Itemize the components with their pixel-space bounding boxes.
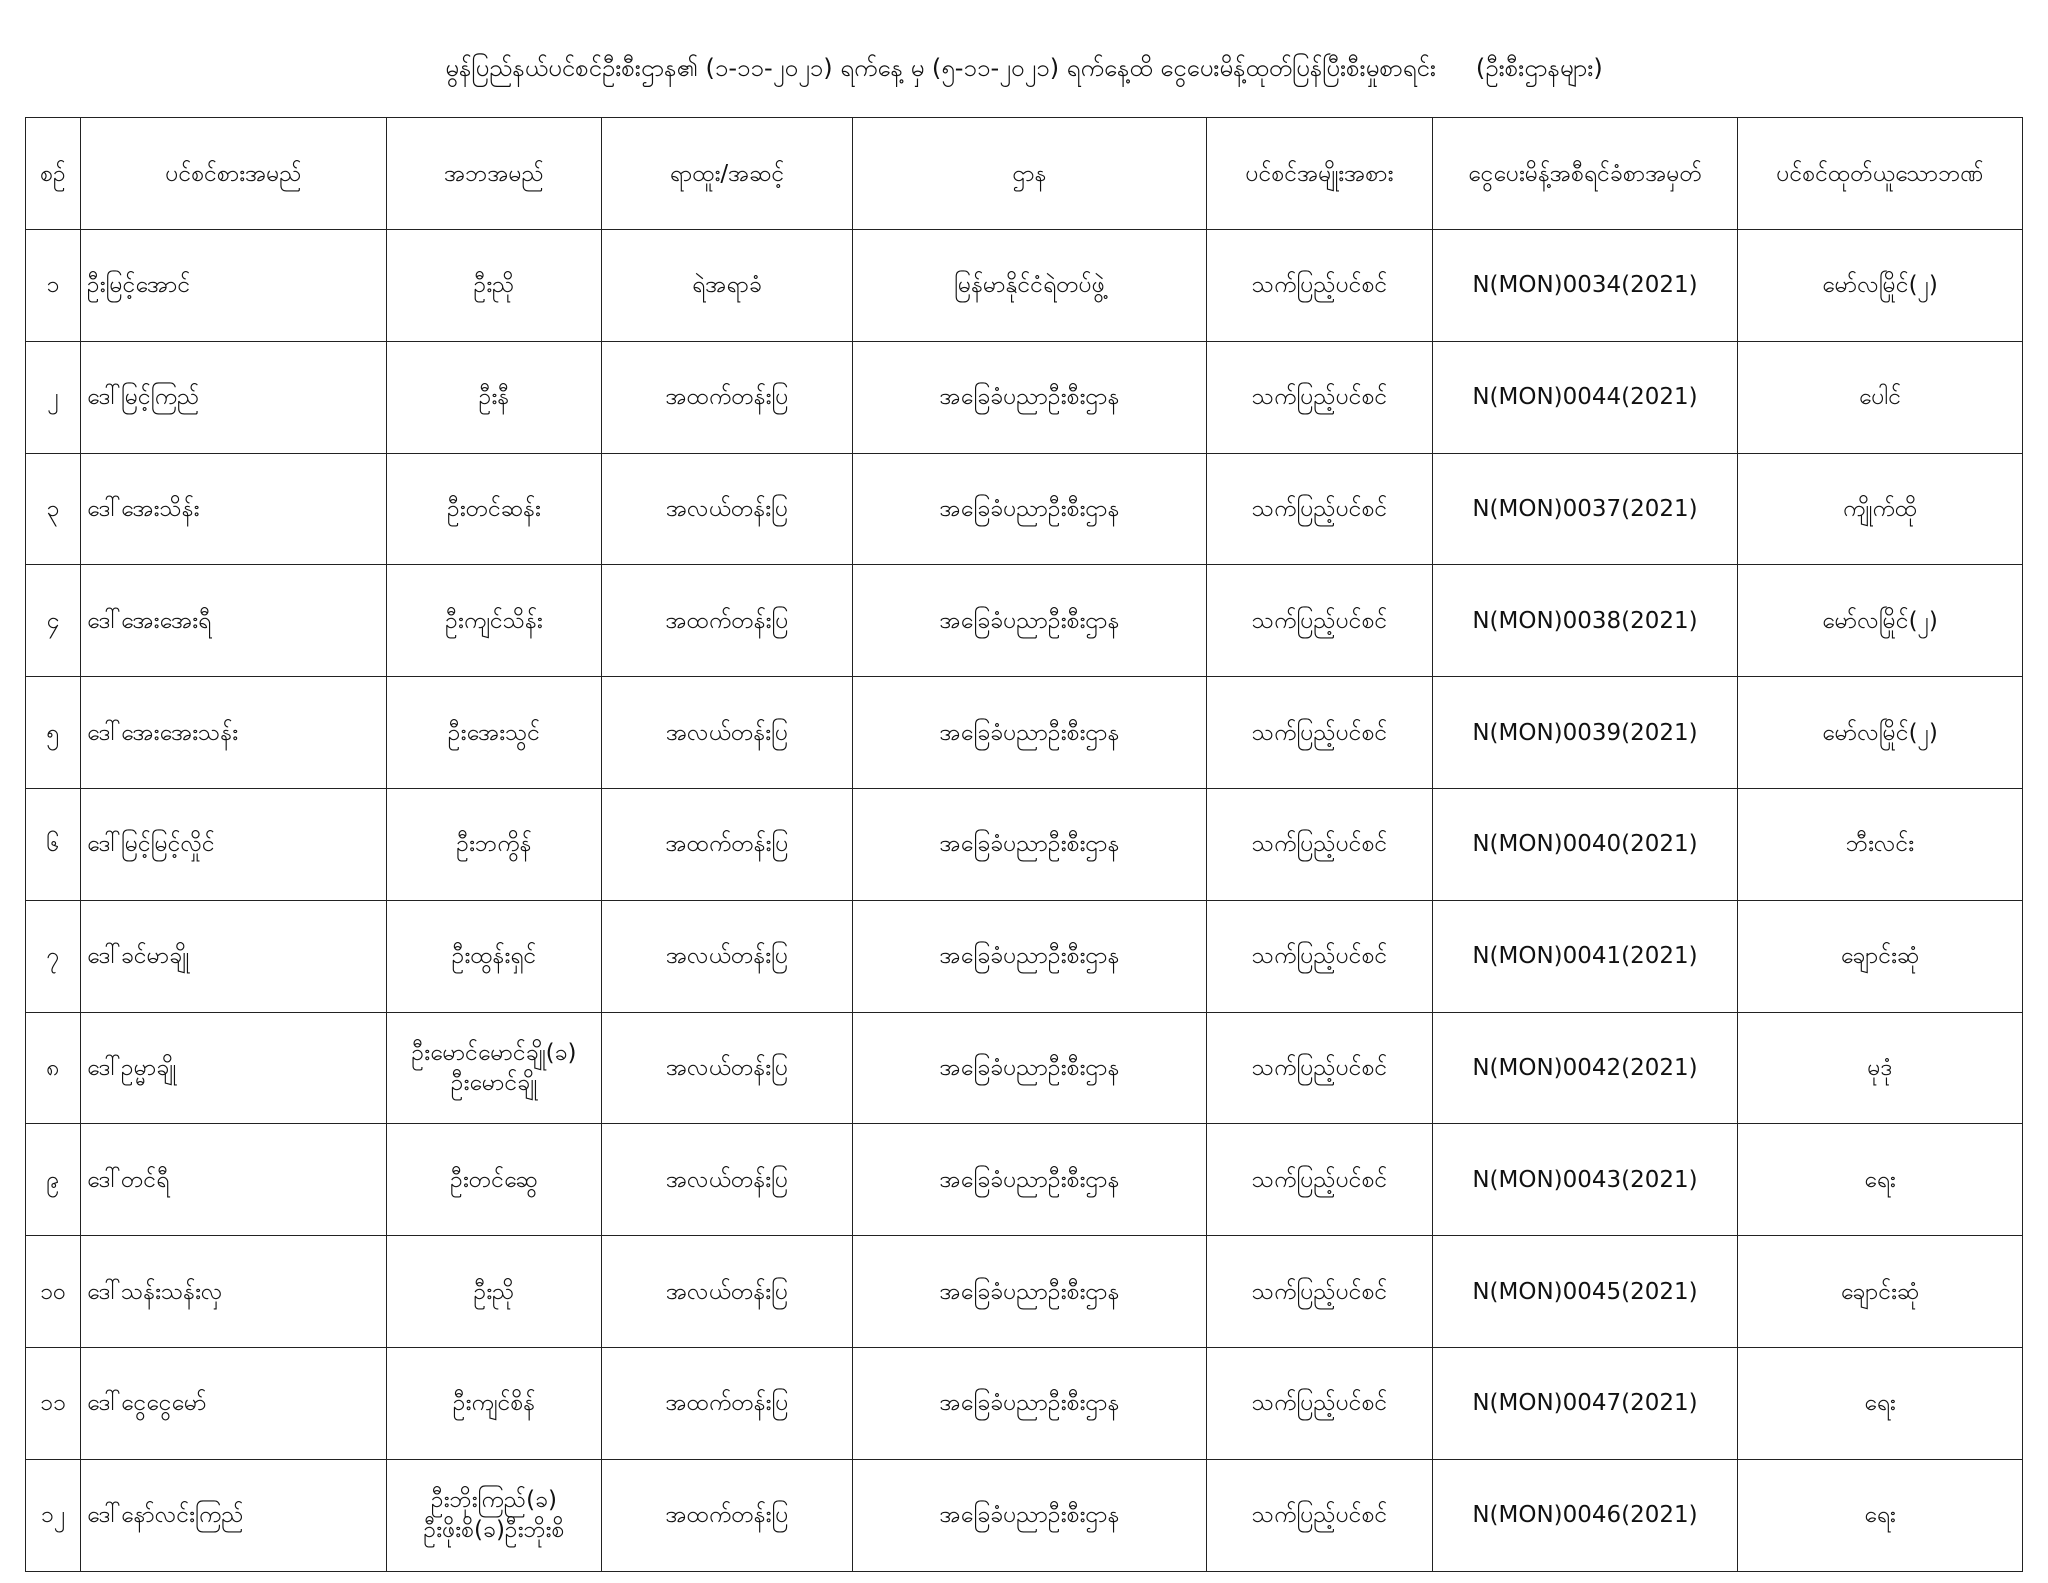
cell-name: ဒေါ်ငွေငွေမော် [81,1347,387,1459]
table-row [26,565,2023,677]
table-row [26,341,2023,453]
cell-office: မော်လမြိုင်(၂) [1738,565,2023,677]
title-subtitle: (ဦးစီးဌာနများ) [1475,54,1603,82]
cell-father [387,1236,602,1348]
father-line: ဦးညို [473,1278,515,1305]
cell-department: အခြေခံပညာဦးစီးဌာန [853,1236,1207,1348]
cell-no: ၂ [26,341,81,453]
cell-no: ၁ [26,230,81,342]
cell-office: ရေး [1738,1124,2023,1236]
header-pension-type: ပင်စင်အမျိုးအစား [1207,118,1433,230]
table-row [26,1236,2023,1348]
cell-name: ဒေါ်ဥမ္မာချို [81,1012,387,1124]
table-body [26,230,2023,1572]
father-line: ဦးနီ [478,384,510,411]
table-row [26,900,2023,1012]
cell-rank: အထက်တန်းပြ [602,788,853,900]
cell-rank: အလယ်တန်းပြ [602,1124,853,1236]
father-line: ဦးတင်ဆွေ [450,1166,538,1193]
cell-order-no: N(MON)0043(2021) [1433,1124,1738,1236]
cell-name: ဒေါ်အေးအေးရီ [81,565,387,677]
cell-rank: အထက်တန်းပြ [602,1459,853,1571]
cell-father [387,230,602,342]
cell-office: မော်လမြိုင်(၂) [1738,677,2023,789]
header-order-no: ငွေပေးမိန့်အစီရင်ခံစာအမှတ် [1433,118,1738,230]
cell-rank: ရဲအရာခံ [602,230,853,342]
cell-order-no: N(MON)0042(2021) [1433,1012,1738,1124]
cell-no: ၁၂ [26,1459,81,1571]
cell-order-no: N(MON)0044(2021) [1433,341,1738,453]
cell-department: အခြေခံပညာဦးစီးဌာန [853,565,1207,677]
cell-no: ၇ [26,900,81,1012]
table-row [26,1012,2023,1124]
cell-department: အခြေခံပညာဦးစီးဌာန [853,788,1207,900]
cell-department: အခြေခံပညာဦးစီးဌာန [853,1459,1207,1571]
cell-order-no: N(MON)0038(2021) [1433,565,1738,677]
father-line: ဦးမောင်မောင်ချို(ခ) [411,1039,577,1066]
cell-father [387,341,602,453]
header-father: အဘအမည် [387,118,602,230]
cell-pension-type: သက်ပြည့်ပင်စင် [1207,1124,1433,1236]
cell-department: အခြေခံပညာဦးစီးဌာန [853,341,1207,453]
cell-name: ဒေါ်အေးသိန်း [81,453,387,565]
cell-office: ချောင်းဆုံ [1738,900,2023,1012]
cell-office: ကျိုက်ထို [1738,453,2023,565]
cell-office: ရေး [1738,1459,2023,1571]
cell-name: ဒေါ်သန်းသန်းလှ [81,1236,387,1348]
table-row [26,230,2023,342]
cell-department: အခြေခံပညာဦးစီးဌာန [853,453,1207,565]
cell-rank: အထက်တန်းပြ [602,565,853,677]
cell-rank: အလယ်တန်းပြ [602,900,853,1012]
father-line: ဦးကျင်သိန်း [445,607,543,634]
cell-father [387,1012,602,1124]
cell-father [387,677,602,789]
cell-pension-type: သက်ပြည့်ပင်စင် [1207,900,1433,1012]
document-title [0,50,2048,86]
cell-name: ဒေါ်အေးအေးသန်း [81,677,387,789]
cell-order-no: N(MON)0039(2021) [1433,677,1738,789]
cell-father [387,1459,602,1571]
father-line: ဦးမောင်ချို [450,1069,538,1096]
cell-office: ရေး [1738,1347,2023,1459]
cell-no: ၈ [26,1012,81,1124]
cell-order-no: N(MON)0046(2021) [1433,1459,1738,1571]
cell-department: အခြေခံပညာဦးစီးဌာန [853,1012,1207,1124]
cell-no: ၁၁ [26,1347,81,1459]
cell-department: အခြေခံပညာဦးစီးဌာန [853,1347,1207,1459]
cell-department: မြန်မာနိုင်ငံရဲတပ်ဖွဲ့ [853,230,1207,342]
cell-order-no: N(MON)0047(2021) [1433,1347,1738,1459]
father-line: ဦးဘကွိန် [456,831,532,858]
table-row [26,1347,2023,1459]
title-main: မွန်ပြည်နယ်ပင်စင်ဦးစီးဌာန၏ (၁-၁၁-၂၀၂၁) ရက်နေ့ မှ (၅-၁၁-၂၀၂၁) ရက်နေ့ထိ ငွေပေးမိန့်ထုတ်ပြန်ပြီးစီးမှုစာရင်း [445,54,1436,82]
cell-no: ၁၀ [26,1236,81,1348]
table-row [26,1124,2023,1236]
cell-no: ၅ [26,677,81,789]
cell-order-no: N(MON)0041(2021) [1433,900,1738,1012]
cell-rank: အလယ်တန်းပြ [602,677,853,789]
cell-name: ဒေါ်ခင်မာချို [81,900,387,1012]
cell-name: ဦးမြင့်အောင် [81,230,387,342]
cell-rank: အထက်တန်းပြ [602,1347,853,1459]
cell-father [387,1124,602,1236]
cell-order-no: N(MON)0045(2021) [1433,1236,1738,1348]
cell-office: ပေါင် [1738,341,2023,453]
cell-no: ၉ [26,1124,81,1236]
cell-pension-type: သက်ပြည့်ပင်စင် [1207,1012,1433,1124]
cell-no: ၆ [26,788,81,900]
cell-pension-type: သက်ပြည့်ပင်စင် [1207,230,1433,342]
father-line: ဦးဖိုးစိ(ခ)ဦးဘိုးစိ [423,1517,565,1544]
cell-father [387,453,602,565]
father-line: ဦးကျင်စိန် [452,1390,536,1417]
cell-pension-type: သက်ပြည့်ပင်စင် [1207,677,1433,789]
table-row [26,1459,2023,1571]
father-line: ဦးတင်ဆန်း [447,495,541,522]
cell-no: ၃ [26,453,81,565]
cell-office: ချောင်းဆုံ [1738,1236,2023,1348]
cell-pension-type: သက်ပြည့်ပင်စင် [1207,453,1433,565]
cell-office: မော်လမြိုင်(၂) [1738,230,2023,342]
cell-pension-type: သက်ပြည့်ပင်စင် [1207,565,1433,677]
cell-department: အခြေခံပညာဦးစီးဌာန [853,900,1207,1012]
father-line: ဦးဘိုးကြည်(ခ) [430,1487,558,1514]
header-rank: ရာထူး/အဆင့် [602,118,853,230]
father-line: ဦးညို [473,272,515,299]
table-header-row [26,118,2023,230]
header-office: ပင်စင်ထုတ်ယူသောဘဏ် [1738,118,2023,230]
cell-pension-type: သက်ပြည့်ပင်စင် [1207,788,1433,900]
father-line: ဦးအေးသွင် [447,719,541,746]
cell-no: ၄ [26,565,81,677]
cell-name: ဒေါ်တင်ရီ [81,1124,387,1236]
cell-rank: အလယ်တန်းပြ [602,453,853,565]
table-row [26,453,2023,565]
cell-name: ဒေါ်နော်လင်းကြည် [81,1459,387,1571]
cell-pension-type: သက်ပြည့်ပင်စင် [1207,1236,1433,1348]
cell-rank: အလယ်တန်းပြ [602,1012,853,1124]
cell-department: အခြေခံပညာဦးစီးဌာန [853,677,1207,789]
cell-office: ဘီးလင်း [1738,788,2023,900]
header-name: ပင်စင်စားအမည် [81,118,387,230]
table-row [26,677,2023,789]
cell-father [387,900,602,1012]
cell-order-no: N(MON)0037(2021) [1433,453,1738,565]
cell-father [387,788,602,900]
pension-table [25,117,2023,1572]
cell-pension-type: သက်ပြည့်ပင်စင် [1207,1347,1433,1459]
cell-office: မုဒုံ [1738,1012,2023,1124]
table-row [26,788,2023,900]
cell-rank: အထက်တန်းပြ [602,341,853,453]
cell-father [387,1347,602,1459]
cell-order-no: N(MON)0034(2021) [1433,230,1738,342]
cell-name: ဒေါ်မြင့်ကြည် [81,341,387,453]
father-line: ဦးထွန်းရှင် [451,943,537,970]
cell-pension-type: သက်ပြည့်ပင်စင် [1207,341,1433,453]
header-no: စဉ် [26,118,81,230]
cell-order-no: N(MON)0040(2021) [1433,788,1738,900]
cell-pension-type: သက်ပြည့်ပင်စင် [1207,1459,1433,1571]
header-department: ဌာန [853,118,1207,230]
cell-rank: အလယ်တန်းပြ [602,1236,853,1348]
cell-father [387,565,602,677]
cell-name: ဒေါ်မြင့်မြင့်လှိုင် [81,788,387,900]
cell-department: အခြေခံပညာဦးစီးဌာန [853,1124,1207,1236]
